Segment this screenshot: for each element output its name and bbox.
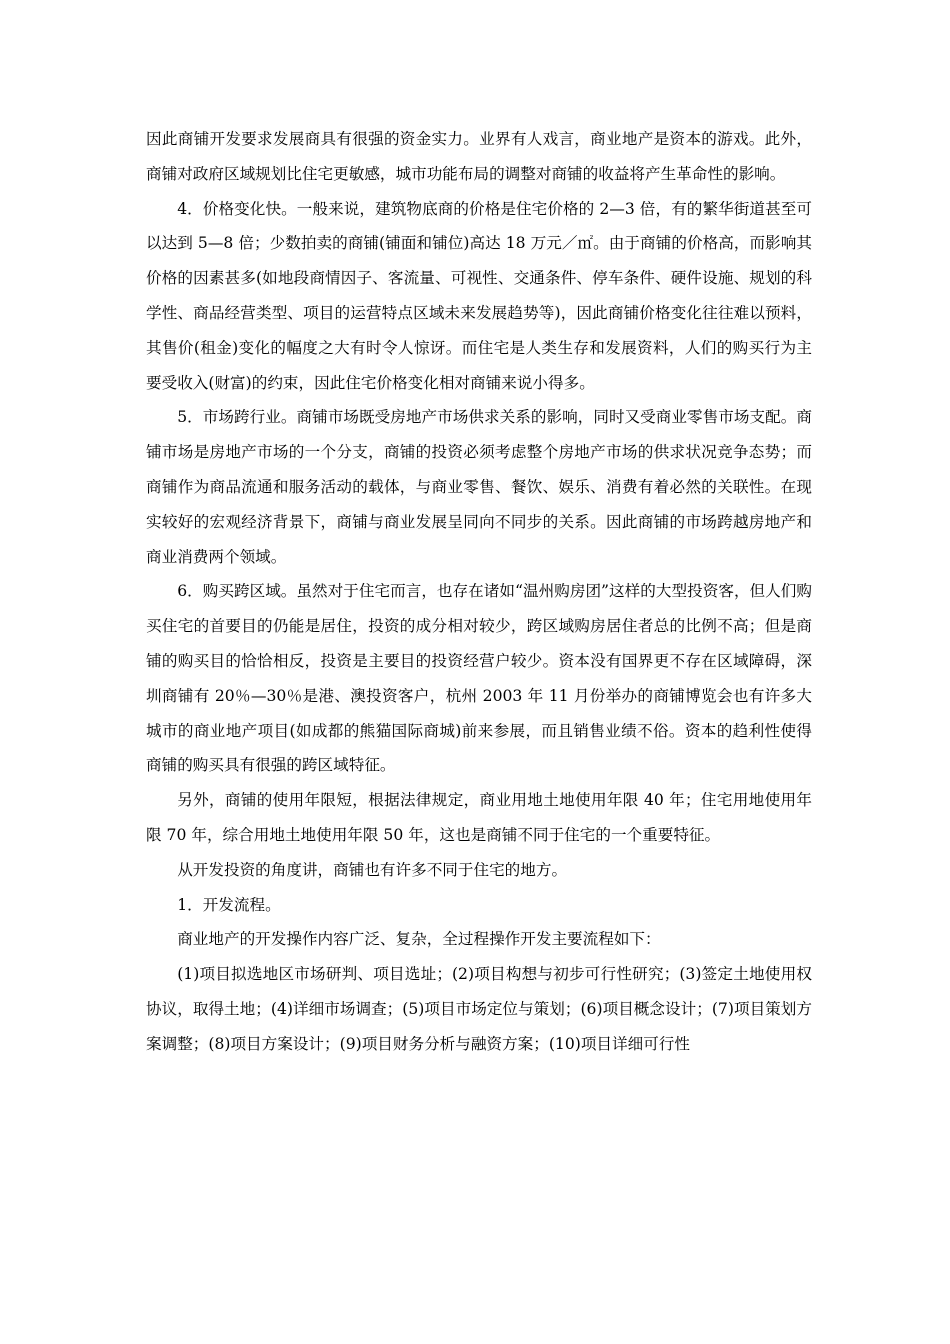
paragraph-price-change: 4．价格变化快。一般来说，建筑物底商的价格是住宅价格的 2—3 倍，有的繁华街道甚至可以达到 5—8 倍；少数拍卖的商铺(铺面和铺位)高达 18 万元／㎡。由于商铺的价格高，而影响其价格的因素甚多(如地段商情因子、客流量、可视性、交通条件、停车条件、硬件设施、规划的科学性、商品经营类型、项目的运营特点区域未来发展趋势等)，因此商铺价格变化往往难以预料，其售价(租金)变化的幅度之大有时令人惊讶。而住宅是人类生存和发展资料，人们的购买行为主要受收入(财富)的约束，因此住宅价格变化相对商铺来说小得多。 — [146, 199, 812, 392]
document-page — [146, 122, 812, 1062]
paragraph-investment-angle: 从开发投资的角度讲，商铺也有许多不同于住宅的地方。 — [177, 860, 568, 879]
paragraph-usage-term: 另外，商铺的使用年限短，根据法律规定，商业用地土地使用年限 40 年；住宅用地使用年限 70 年，综合用地土地使用年限 50 年，这也是商铺不同于住宅的一个重要特征。 — [146, 791, 812, 844]
paragraph-capital-intro: 因此商铺开发要求发展商具有很强的资金实力。业界有人戏言，商业地产是资本的游戏。此外，商铺对政府区域规划比住宅更敏感，城市功能布局的调整对商铺的收益将产生革命性的影响。 — [146, 130, 812, 183]
paragraph-cross-industry: 5．市场跨行业。商铺市场既受房地产市场供求关系的影响，同时又受商业零售市场支配。商铺市场是房地产市场的一个分支，商铺的投资必须考虑整个房地产市场的供求状况竞争态势；而商铺作为商品流通和服务活动的载体，与商业零售、餐饮、娱乐、消费有着必然的关联性。在现实较好的宏观经济背景下，商铺与商业发展呈同向不同步的关系。因此商铺的市场跨越房地产和商业消费两个领域。 — [146, 408, 812, 566]
paragraph-development-process-heading: 1．开发流程。 — [177, 895, 281, 914]
paragraph-development-process-intro: 商业地产的开发操作内容广泛、复杂，全过程操作开发主要流程如下： — [177, 930, 661, 949]
paragraph-cross-region: 6．购买跨区域。虽然对于住宅而言，也存在诸如“温州购房团”这样的大型投资客，但人们购买住宅的首要目的仍能是居住，投资的成分相对较少，跨区域购房居住者总的比例不高；但是商铺的购买目的恰恰相反，投资是主要目的投资经营户较少。资本没有国界更不存在区域障碍，深圳商铺有 20％—30％是港、澳投资客户，杭州 2003 年 11 月份举办的商铺博览会也有许多大城市的商业地产项目(如成都的熊猫国际商城)前来参展，而且销售业绩不俗。资本的趋利性使得商铺的购买具有很强的跨区域特征。 — [146, 582, 812, 775]
paragraph-process-steps: (1)项目拟选地区市场研判、项目选址；(2)项目构想与初步可行性研究；(3)签定土地使用权协议，取得土地；(4)详细市场调查；(5)项目市场定位与策划；(6)项目概念设计；(7)项目策划方案调整；(8)项目方案设计；(9)项目财务分析与融资方案；(10)项目详细可行性 — [146, 965, 812, 1053]
